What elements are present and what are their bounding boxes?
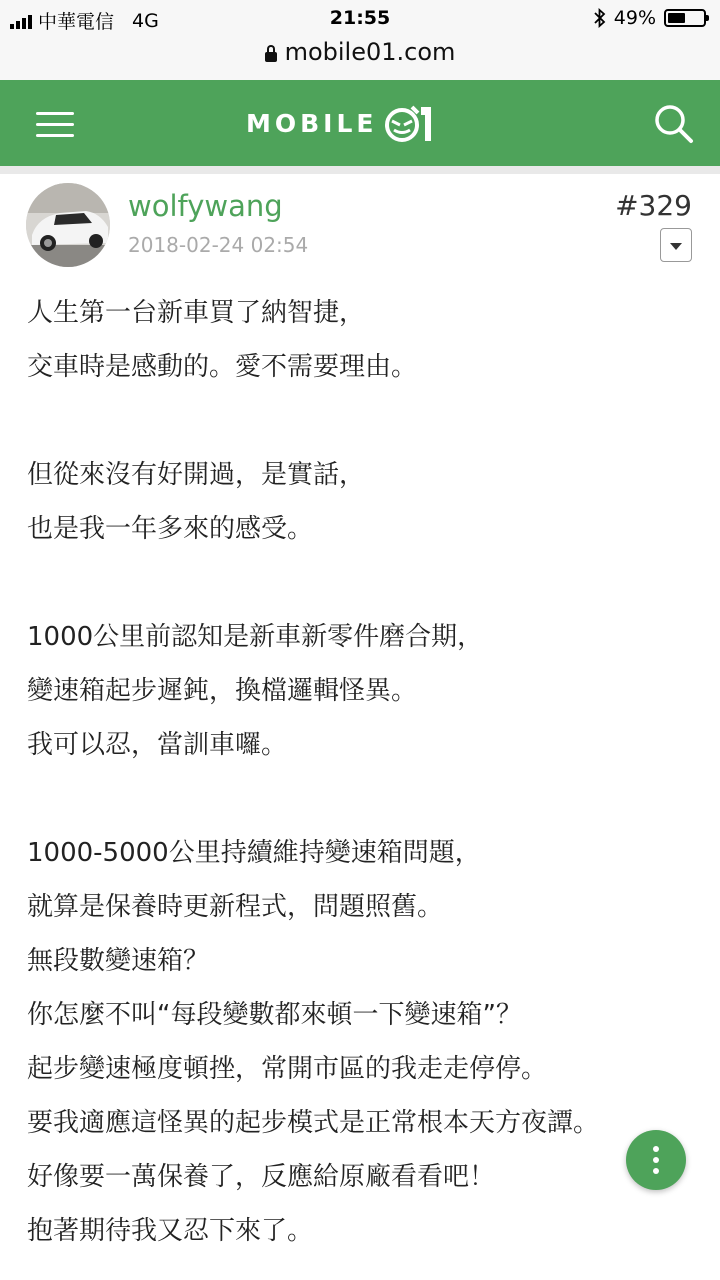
more-options-fab[interactable]	[626, 1130, 686, 1190]
post-line: 但從來沒有好開過，是實話，	[27, 460, 366, 490]
avatar[interactable]	[26, 183, 110, 267]
post-line: 抱著期待我又忍下來了。	[27, 1216, 314, 1246]
section-divider	[0, 166, 720, 174]
post-body	[27, 290, 707, 1262]
url-text: mobile01.com	[284, 38, 456, 66]
post-line: 人生第一台新車買了納智捷，	[27, 298, 366, 328]
logo-mascot-icon	[382, 101, 434, 145]
post-line: 1000-5000公里持續維持變速箱問題，	[27, 838, 481, 868]
post-options-dropdown[interactable]	[660, 228, 692, 262]
post-line: 交車時是感動的。愛不需要理由。	[27, 352, 418, 382]
post-line: 1000公里前認知是新車新零件磨合期，	[27, 622, 484, 652]
post-line: 起步變速極度頓挫，常開市區的我走走停停。	[27, 1054, 548, 1084]
carrier-name: 中華電信	[38, 11, 115, 33]
menu-icon[interactable]	[36, 110, 76, 138]
post-date: 2018-02-24 02:54	[128, 233, 309, 257]
post-line: 就算是保養時更新程式，問題照舊。	[27, 892, 444, 922]
post-line: 你怎麼不叫“每段變數都來頓一下變速箱”？	[27, 1000, 522, 1030]
battery-percent: 49%	[613, 7, 656, 29]
post-line	[27, 398, 707, 452]
post-line: 好像要一萬保養了，反應給原廠看看吧！	[27, 1162, 496, 1192]
status-bar	[0, 0, 720, 38]
site-header	[0, 80, 720, 166]
post-line: 要我適應這怪異的起步模式是正常根本天方夜譚。	[27, 1108, 600, 1138]
post-line: 我可以忍，當訓車囉。	[27, 730, 288, 760]
post-line: 變速箱起步遲鈍，換檔邏輯怪異。	[27, 676, 418, 706]
logo-text: MOBILE	[246, 108, 378, 138]
search-icon[interactable]	[654, 104, 694, 144]
status-right	[594, 7, 706, 29]
url-bar[interactable]	[0, 38, 720, 80]
car-photo-icon	[26, 183, 110, 267]
battery-fill	[668, 13, 685, 23]
username-link[interactable]: wolfywang	[128, 189, 283, 223]
lock-icon	[265, 52, 277, 62]
post-line	[27, 560, 707, 614]
post-line: 無段數變速箱？	[27, 946, 210, 976]
post-number[interactable]: #329	[615, 189, 692, 222]
post-line	[27, 776, 707, 830]
bluetooth-icon	[594, 8, 606, 28]
post-line: 也是我一年多來的感受。	[27, 514, 314, 544]
battery-icon	[664, 9, 706, 27]
status-time: 21:55	[329, 7, 391, 29]
mobile01-logo[interactable]	[246, 100, 434, 146]
network-type: 4G	[132, 9, 159, 32]
